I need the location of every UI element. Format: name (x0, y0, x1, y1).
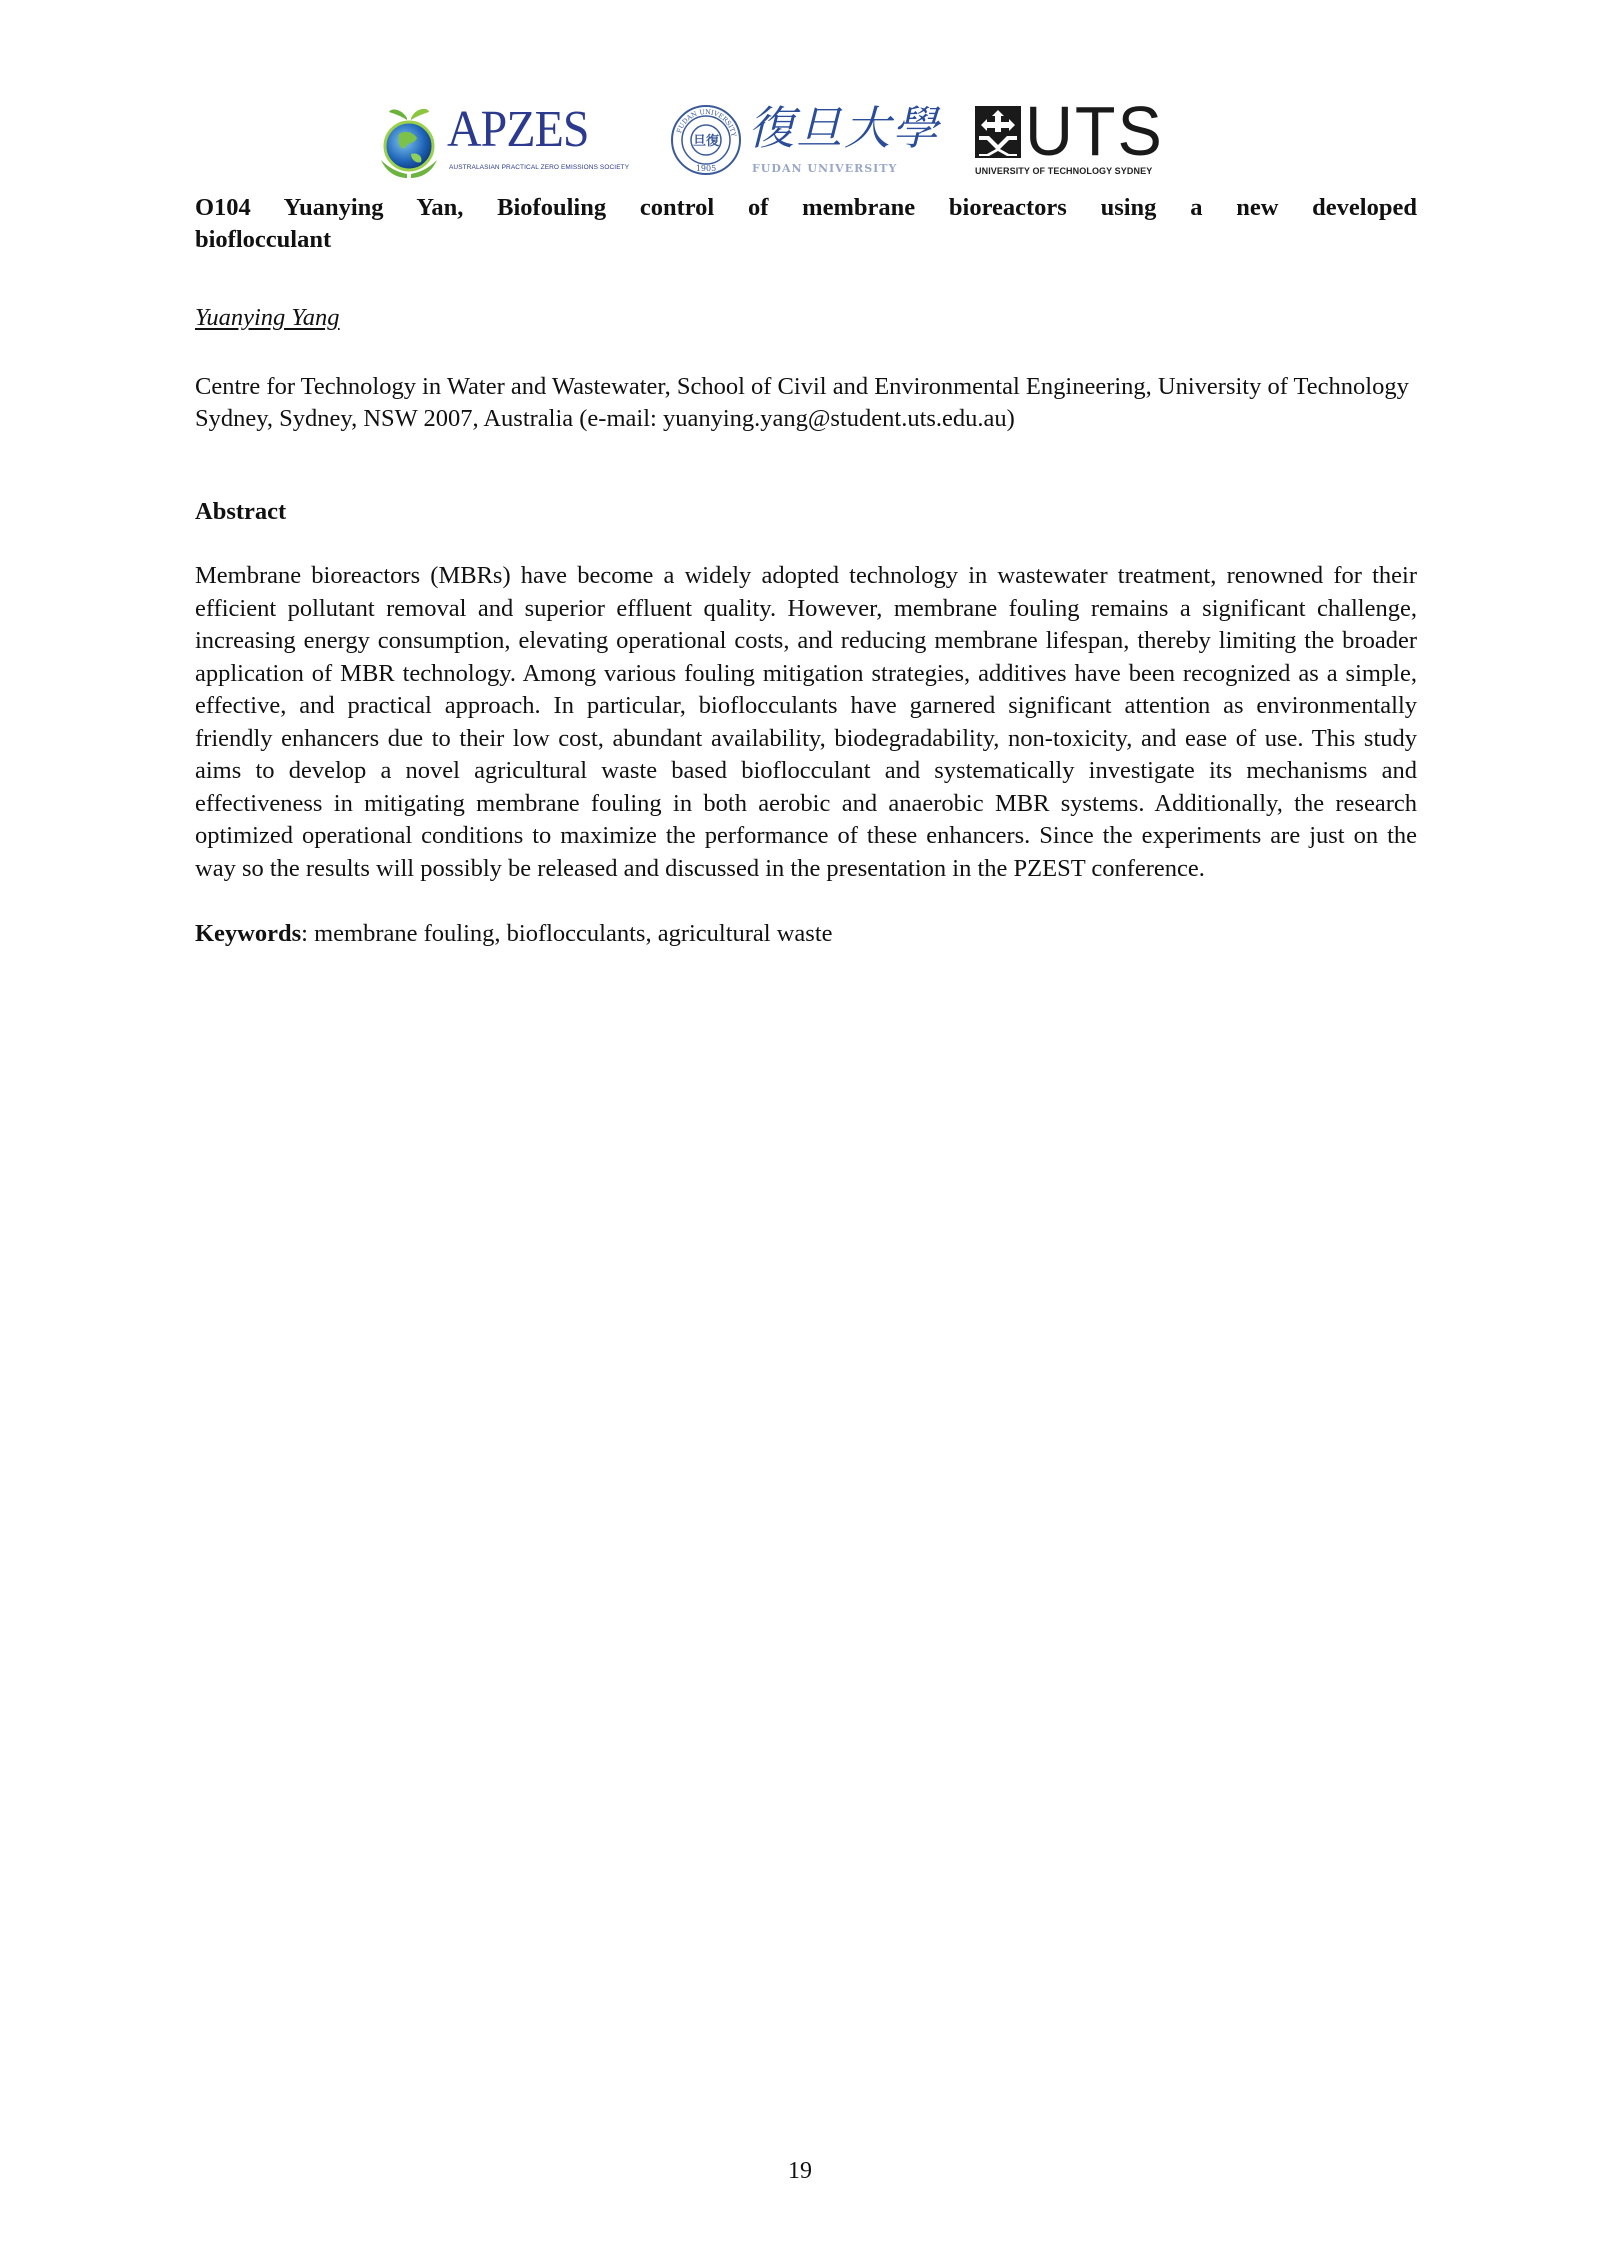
page-number: 19 (788, 2158, 812, 2184)
abstract-body: Membrane bioreactors (MBRs) have become a widely adopted technology in wastewater treatment, renowned for their efficient pollutant removal and superior effluent quality. However, membrane fouling remains a significant challenge, increasing energy consumption, elevating operational costs, and reducing membrane lifespan, thereby limiting the broader application of MBR technology. Among various fouling mitigation strategies, additives have been recognized as a simple, effective, and practical approach. In particular, bioflocculants have garnered significant attention as environmentally friendly enhancers due to their low cost, abundant availability, biodegradability, non-toxicity, and ease of use. This study aims to develop a novel agricultural waste based bioflocculant and systematically investigate its mechanisms and effectiveness in mitigating membrane fouling in both aerobic and anaerobic MBR systems. Additionally, the research optimized operational conditions to maximize the performance of these enhancers. Since the experiments are just on the way so the results will possibly be released and discussed in the presentation in the PZEST conference. (195, 562, 1417, 882)
apzes-wordmark: APZES (447, 101, 589, 158)
uts-logo (975, 92, 1175, 183)
keywords-line (195, 918, 1417, 951)
globe-leaves-icon (377, 102, 441, 182)
paper-title-line-1: O104 Yuanying Yan, Biofouling control of membrane bioreactors using a new developed (195, 194, 1417, 221)
abstract-heading: Abstract (195, 497, 287, 525)
uts-subtitle: UNIVERSITY OF TECHNOLOGY SYDNEY (975, 166, 1153, 176)
uts-emblem-icon (975, 106, 1021, 158)
keywords-text: : membrane fouling, bioflocculants, agricultural waste (301, 920, 833, 947)
paper-title (195, 192, 1417, 256)
abstract-content (195, 192, 1417, 951)
paper-title-line-2: bioflocculant (195, 226, 332, 253)
logo-header (375, 92, 1175, 183)
fudan-chinese-name: 復旦大學 (748, 101, 940, 155)
fudan-logo (670, 98, 940, 183)
apzes-logo (375, 98, 630, 183)
svg-text:旦復: 旦復 (692, 134, 720, 149)
apzes-subtitle: AUSTRALASIAN PRACTICAL ZERO EMISSIONS SOCIETY (449, 164, 630, 171)
fudan-subtitle: FUDAN UNIVERSITY (752, 162, 898, 175)
svg-text:1905: 1905 (695, 164, 717, 173)
author-name: Yuanying Yang (195, 304, 340, 331)
fudan-seal-icon (670, 104, 742, 176)
keywords-label: Keywords (195, 920, 302, 947)
svg-text:FUDAN UNIVERSITY: FUDAN UNIVERSITY (675, 107, 738, 138)
uts-wordmark: UTS (1025, 92, 1164, 170)
author-affiliation: Centre for Technology in Water and Wastewater, School of Civil and Environmental Engineering, University of Technology Sydney, Sydney, NSW 2007, Australia (e-mail: yuanying.yang@student.uts.edu.au) (195, 372, 1409, 432)
